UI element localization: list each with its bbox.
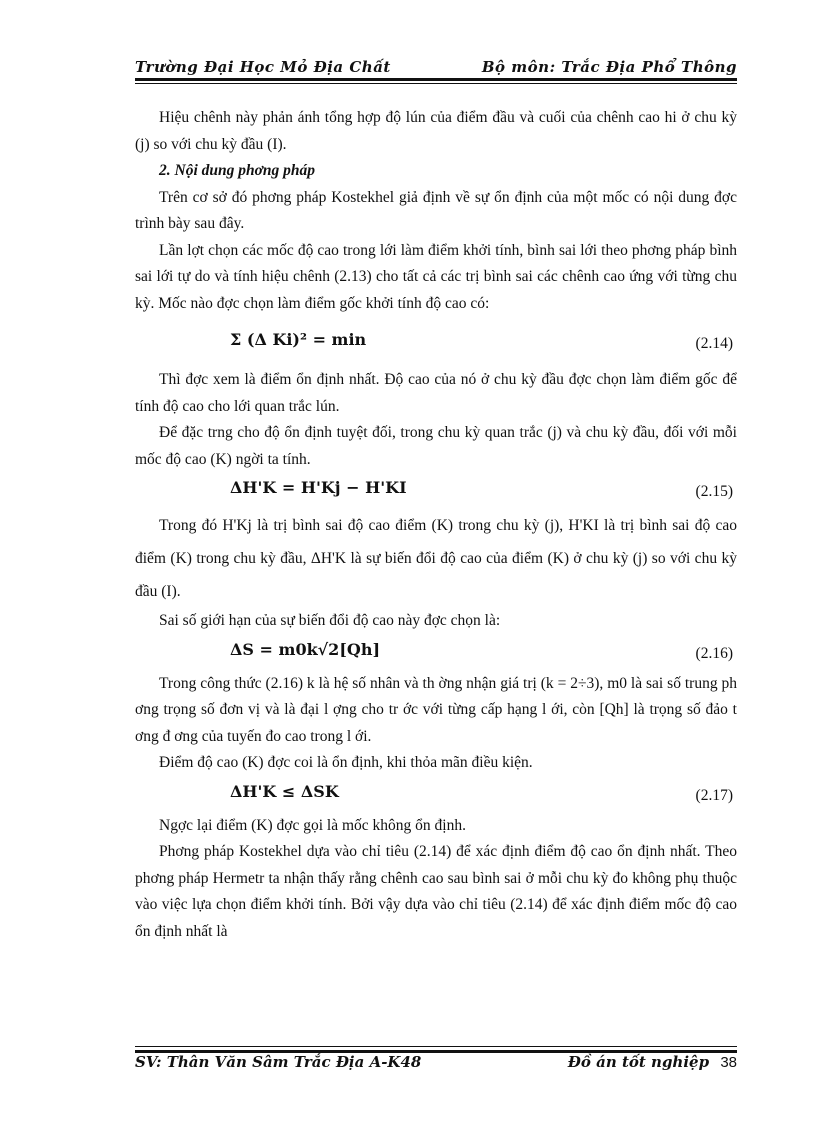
- equation-number: (2.14): [695, 335, 733, 352]
- header-rule-thin: [135, 83, 737, 84]
- equation-formula: ΔH'K = H'Kj − H'KI: [230, 478, 407, 497]
- footer-thesis-text: Đồ án tốt nghiệp: [567, 1053, 710, 1071]
- paragraph-2: Trên cơ sở đó phơng pháp Kostekhel giả định về sự ổn định của một mốc có nội dung đợc trình bày sau đây.: [135, 188, 737, 232]
- paragraph-7: Sai số giới hạn của sự biến đổi độ cao này đợc chọn là:: [159, 612, 501, 629]
- equation-2-16: [135, 635, 737, 671]
- equation-number: (2.17): [695, 786, 733, 804]
- paragraph-5: Để đặc trng cho độ ổn định tuyệt đối, trong chu kỳ quan trắc (j) và chu kỳ đầu, đối với mỗi mốc độ cao (K) ngời ta tính.: [135, 424, 737, 468]
- equation-number: (2.15): [695, 483, 733, 500]
- paragraph-9: Điểm độ cao (K) đợc coi là ổn định, khi thỏa mãn điều kiện.: [159, 754, 533, 771]
- paragraph-6: Trong đó H'Kj là trị bình sai độ cao điểm (K) trong chu kỳ (j), H'KI là trị bình sai độ cao điểm (K) trong chu kỳ đầu, ΔH'K là sự biến đổi độ cao của điểm (K) ở chu kỳ (j) so với chu kỳ đầu (I).: [135, 517, 737, 600]
- paragraph-4: Thì đợc xem là điểm ổn định nhất. Độ cao của nó ở chu kỳ đầu đợc chọn làm điểm gốc để tính độ cao cho lới quan trắc lún.: [135, 371, 737, 415]
- equation-formula: ΔH'K ≤ ΔSK: [230, 781, 339, 801]
- equation-2-15: [135, 473, 737, 509]
- equation-number: (2.16): [695, 644, 733, 662]
- equation-formula: Σ (Δ Ki)² = min: [230, 330, 367, 349]
- header-department: Bộ môn: Trắc Địa Phổ Thông: [481, 58, 737, 76]
- footer-student: SV: Thân Văn Sâm Trắc Địa A-K48: [135, 1053, 422, 1071]
- paragraph-1: Hiệu chênh này phản ánh tổng hợp độ lún của điểm đầu và cuối của chênh cao hi ở chu kỳ (j) so với chu kỳ đầu (I).: [135, 109, 737, 153]
- paragraph-3: Lần lợt chọn các mốc độ cao trong lới làm điểm khởi tính, bình sai lới theo phơng pháp bình sai lới tự do và tính hiệu chênh (2.13) cho tất cả các trị bình sai các chênh cao ứng với từng chu kỳ. Mốc nào đợc chọn làm điểm gốc khởi tính độ cao có:: [135, 241, 737, 312]
- page-header: [135, 58, 737, 78]
- page-body: [135, 105, 737, 945]
- paragraph-8: Trong công thức (2.16) k là hệ số nhân và th ờng nhận giá trị (k = 2÷3), m0 là sai số trung ph ơng trọng số đơn vị và là đại l ợng cho tr ớc với từng cấp hạng l ới, còn [Qh] là trọng số đảo t ơng đ ơng của tuyến đo cao trong l ới.: [135, 674, 737, 745]
- footer-thesis-label: [568, 1053, 737, 1071]
- paragraph-11: Phơng pháp Kostekhel dựa vào chỉ tiêu (2.14) để xác định điểm độ cao ổn định nhất. Theo phơng pháp Hermetr ta nhận thấy rằng chênh cao sau bình sai ở mỗi chu kỳ đo không phụ thuộc vào việc lựa chọn điểm khởi tính. Bởi vậy dựa vào chỉ tiêu (2.14) để xác định điểm mốc độ cao ổn định nhất là: [135, 843, 737, 940]
- paragraph-10: Ngợc lại điểm (K) đợc gọi là mốc không ổn định.: [159, 816, 466, 834]
- equation-2-14: [135, 317, 737, 367]
- footer-rule-thin: [135, 1046, 737, 1047]
- page-number: 38: [720, 1054, 737, 1071]
- header-university: Trường Đại Học Mỏ Địa Chất: [135, 58, 391, 76]
- equation-formula: ΔS = m0k√2[Qh]: [230, 639, 381, 659]
- section-heading: 2. Nội dung phơng pháp: [159, 162, 316, 179]
- header-rule: [135, 78, 737, 81]
- page-footer: [135, 1053, 737, 1073]
- equation-2-17: [135, 777, 737, 813]
